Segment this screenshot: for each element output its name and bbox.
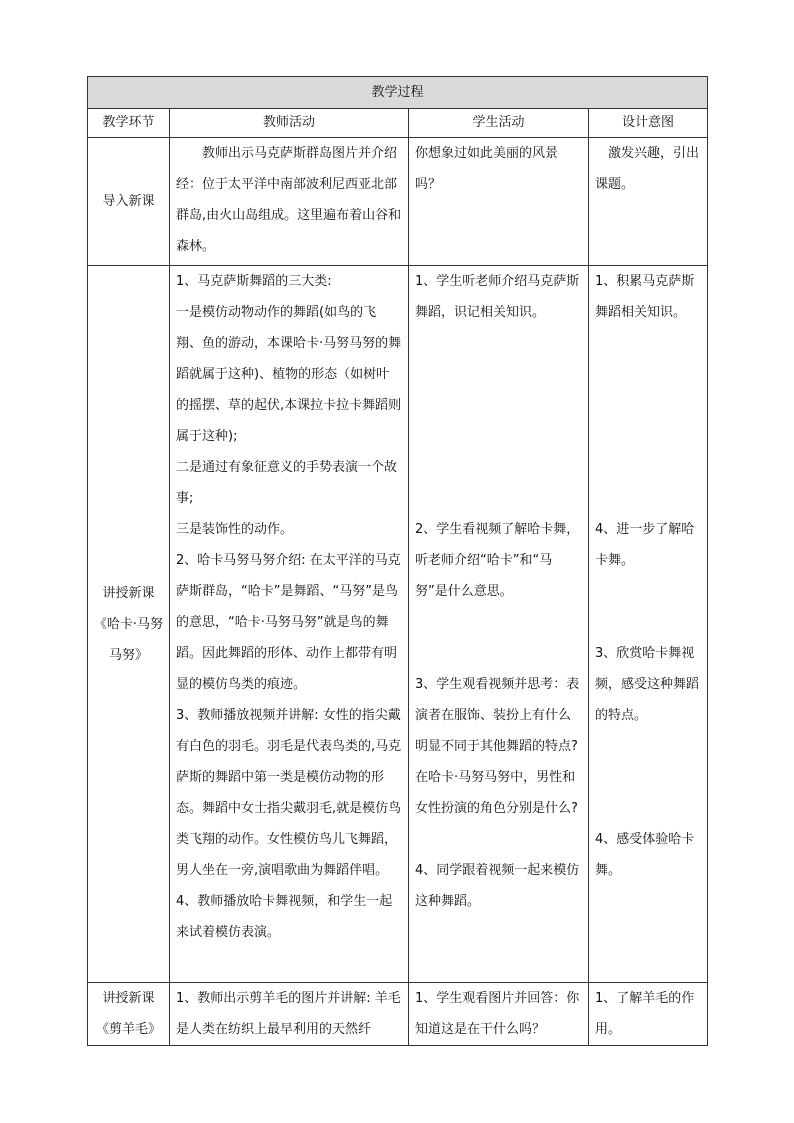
student-activity-cell (409, 138, 589, 266)
student-activity-text: 4、同学跟着视频一起来模仿这种舞蹈。 (415, 863, 580, 909)
table-header-row (88, 109, 708, 138)
table-row (88, 266, 708, 983)
design-intent-cell (589, 266, 708, 983)
teacher-activity-text: 二是通过有象征意义的手势表演一个故事; (176, 460, 398, 506)
teacher-activity-text: 一是模仿动物动作的舞蹈(如鸟的飞翔、鱼的游动，本课哈卡·马努马努的舞蹈就属于这种)、植物的形态（如树叶的摇摆、草的起伏,本课拉卡拉卡舞蹈则属于这种); (176, 305, 402, 444)
design-intent-text: 1、积累马克萨斯舞蹈相关知识。 (595, 274, 695, 320)
teacher-activity-text: 1、马克萨斯舞蹈的三大类: (176, 274, 332, 289)
stage-label: 导入新课 (102, 194, 155, 209)
student-activity-text: 1、学生观看图片并回答：你知道这是在干什么吗？ (415, 991, 580, 1037)
teacher-activity-cell (170, 266, 409, 983)
design-intent-text: 4、进一步了解哈卡舞。 (595, 522, 695, 568)
teacher-activity-text: 1、教师出示剪羊毛的图片并讲解: 羊毛是人类在纺织上最早利用的天然纤 (176, 991, 401, 1037)
stage-cell (88, 138, 170, 266)
table-row (88, 983, 708, 1046)
header-stage: 教学环节 (88, 109, 170, 138)
design-intent-cell (589, 983, 708, 1046)
teaching-process-table (87, 76, 708, 1046)
table-title-row (88, 77, 708, 109)
stage-label: 讲授新课《哈卡·马努马努》 (93, 585, 164, 663)
teacher-activity-cell (170, 983, 409, 1046)
teacher-activity-text: 三是装饰性的动作。 (176, 522, 294, 537)
design-intent-cell (589, 138, 708, 266)
teacher-activity-text: 教师出示马克萨斯群岛图片并介绍经：位于太平洋中南部波利尼西亚北部群岛,由火山岛组成。这里遍布着山谷和森林。 (176, 146, 402, 254)
design-intent-text: 4、感受体验哈卡舞。 (595, 832, 695, 878)
stage-label: 讲授新课《剪羊毛》 (95, 991, 161, 1037)
teacher-activity-text: 3、教师播放视频并讲解: 女性的指尖戴有白色的羽毛。羽毛是代表鸟类的,马克萨斯的舞蹈中第一类是模仿动物的形态。舞蹈中女士指尖戴羽毛,就是模仿鸟类飞翔的动作。女性模仿鸟儿飞舞蹈，男人坐在一旁,演唱歌曲为舞蹈伴唱。 (176, 708, 402, 878)
stage-cell (88, 266, 170, 983)
student-activity-text: 1、学生听老师介绍马克萨斯舞蹈，识记相关知识。 (415, 274, 580, 320)
student-activity-text: 2、学生看视频了解哈卡舞，听老师介绍“哈卡”和“马努”是什么意思。 (415, 522, 580, 599)
header-teacher-activity: 教师活动 (170, 109, 409, 138)
student-activity-cell (409, 983, 589, 1046)
teacher-activity-text: 2、哈卡马努马努介绍: 在太平洋的马克萨斯群岛，“哈卡”是舞蹈、“马努”是鸟的意思，“哈卡·马努马努”就是鸟的舞蹈。因此舞蹈的形体、动作上都带有明显的模仿鸟类的痕迹。 (176, 553, 401, 692)
student-activity-text: 3、学生观看视频并思考：表演者在服饰、装扮上有什么明显不同于其他舞蹈的特点?在哈卡·马努马努中，男性和女性扮演的角色分别是什么? (415, 677, 580, 816)
design-intent-text: 1、了解羊毛的作用。 (595, 991, 695, 1037)
table-title: 教学过程 (88, 77, 708, 109)
header-student-activity: 学生活动 (409, 109, 589, 138)
stage-cell (88, 983, 170, 1046)
design-intent-text: 3、欣赏哈卡舞视频，感受这种舞蹈的特点。 (595, 646, 700, 723)
student-activity-cell (409, 266, 589, 983)
table-row (88, 138, 708, 266)
teacher-activity-cell (170, 138, 409, 266)
student-activity-text: 你想象过如此美丽的风景吗？ (415, 146, 559, 192)
teacher-activity-text: 4、教师播放哈卡舞视频，和学生一起来试着模仿表演。 (176, 894, 393, 940)
header-design-intent: 设计意图 (589, 109, 708, 138)
design-intent-text: 激发兴趣，引出课题。 (595, 146, 700, 192)
